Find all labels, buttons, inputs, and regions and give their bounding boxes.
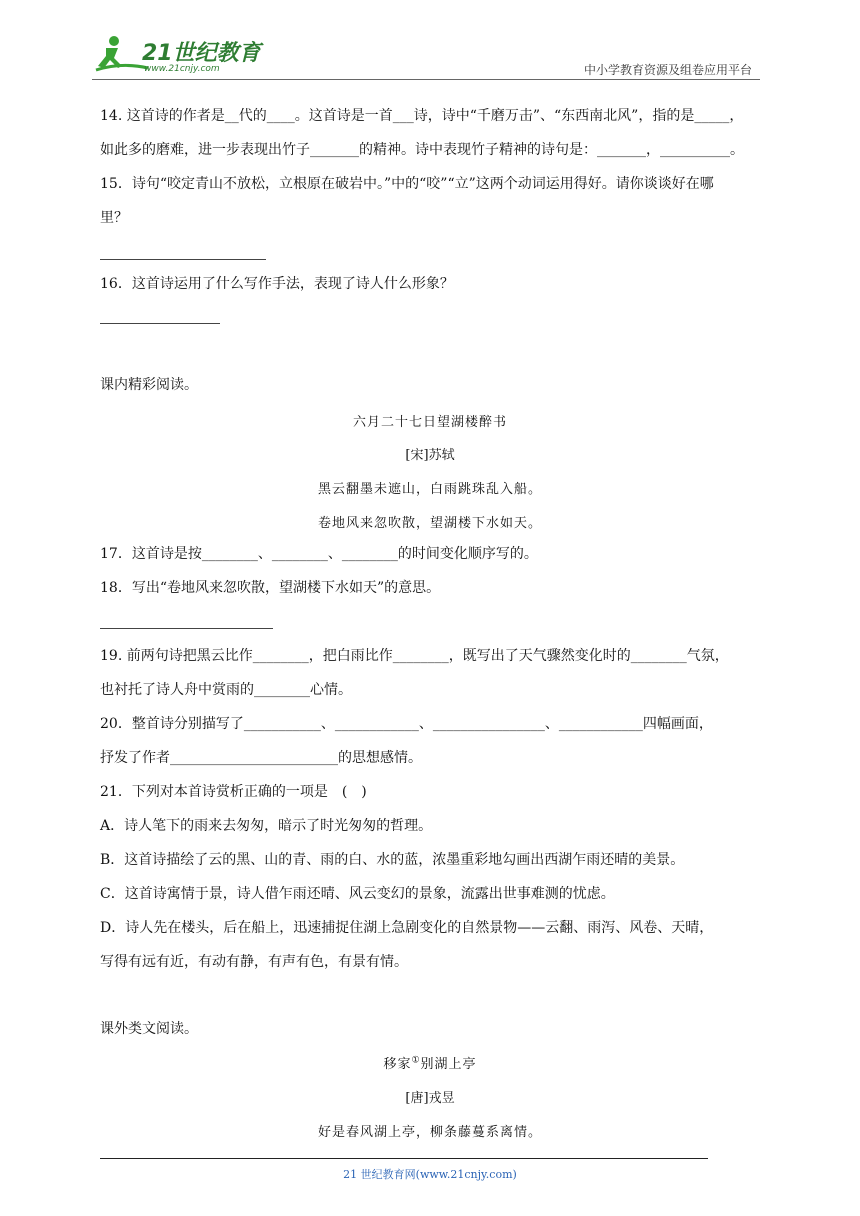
- poem-2-title-part-a: 移家: [383, 1057, 412, 1072]
- poem-1-title: 六月二十七日望湖楼醉书: [352, 415, 507, 430]
- question-16: 16．这首诗运用了什么写作手法，表现了诗人什么形象？: [100, 276, 454, 292]
- option-b: B．这首诗描绘了云的黑、山的青、雨的白、水的蓝，浓墨重彩地勾画出西湖乍雨还晴的美景。: [100, 852, 685, 868]
- poem-1-line-2: 卷地风来忽吹散，望湖楼下水如天。: [317, 516, 542, 531]
- section-heading-in-class: 课内精彩阅读。: [100, 377, 198, 393]
- logo-url-text: www.21cnjy.com: [144, 64, 220, 74]
- question-20-line-1: 20．整首诗分别描写了___________、____________、________________、____________四幅画面，: [100, 716, 713, 732]
- logo-text: 21世纪教育: [142, 41, 261, 66]
- footer-link[interactable]: 21 世纪教育网(www.21cnjy.com): [343, 1168, 517, 1181]
- poem-2-line-1: 好是春风湖上亭，柳条藤蔓系离情。: [317, 1125, 542, 1140]
- poem-2-author: [唐]戎昱: [405, 1091, 455, 1106]
- poem-2-title: [100, 1053, 760, 1072]
- question-14-line-1: 14. 这首诗的作者是__代的____。这首诗是一首___诗，诗中“千磨万击”、“东西南北风”，指的是_____，: [100, 108, 744, 124]
- footnote-marker: ①: [411, 1055, 421, 1066]
- answer-line-18: [100, 628, 273, 629]
- footer-divider: [100, 1158, 708, 1159]
- question-18: 18．写出“卷地风来忽吹散，望湖楼下水如天”的意思。: [100, 580, 441, 596]
- section-heading-extracurricular: 课外类文阅读。: [100, 1021, 198, 1037]
- question-19-line-1: 19. 前两句诗把黑云比作________，把白雨比作________，既写出了天气骤然变化时的________气氛，: [100, 648, 729, 664]
- question-20-line-2: 抒发了作者________________________的思想感情。: [100, 750, 422, 766]
- question-21: 21．下列对本首诗赏析正确的一项是 ( ): [100, 784, 367, 800]
- option-d-line-2: 写得有远有近，有动有静，有声有色，有景有情。: [100, 954, 408, 970]
- page-header: [92, 30, 760, 80]
- answer-line-16: [100, 323, 220, 324]
- platform-name: 中小学教育资源及组卷应用平台: [583, 63, 752, 77]
- option-a: A．诗人笔下的雨来去匆匆，暗示了时光匆匆的哲理。: [100, 818, 433, 834]
- question-19-line-2: 也衬托了诗人舟中赏雨的________心情。: [100, 682, 352, 698]
- poem-1-line-1: 黑云翻墨未遮山，白雨跳珠乱入船。: [317, 482, 542, 497]
- option-c: C．这首诗寓情于景，诗人借乍雨还晴、风云变幻的景象，流露出世事难测的忧虑。: [100, 886, 615, 902]
- poem-2-title-part-b: 别湖上亭: [420, 1057, 477, 1072]
- question-17: 17．这首诗是按________、________、________的时间变化顺序写的。: [100, 546, 538, 562]
- question-15-line-1: 15．诗句“咬定青山不放松，立根原在破岩中。”中的“咬”“立”这两个动词运用得好。请你谈谈好在哪: [100, 176, 714, 192]
- poem-1-author: [宋]苏轼: [405, 448, 455, 463]
- header-divider: [92, 79, 760, 80]
- answer-line-15: [100, 259, 266, 260]
- question-15-line-2: 里？: [100, 210, 128, 226]
- question-14-line-2: 如此多的磨难，进一步表现出竹子_______的精神。诗中表现竹子精神的诗句是：_______，__________。: [100, 142, 744, 158]
- option-d-line-1: D．诗人先在楼头，后在船上，迅速捕捉住湖上急剧变化的自然景物——云翻、雨泻、风卷、天晴，: [100, 920, 714, 936]
